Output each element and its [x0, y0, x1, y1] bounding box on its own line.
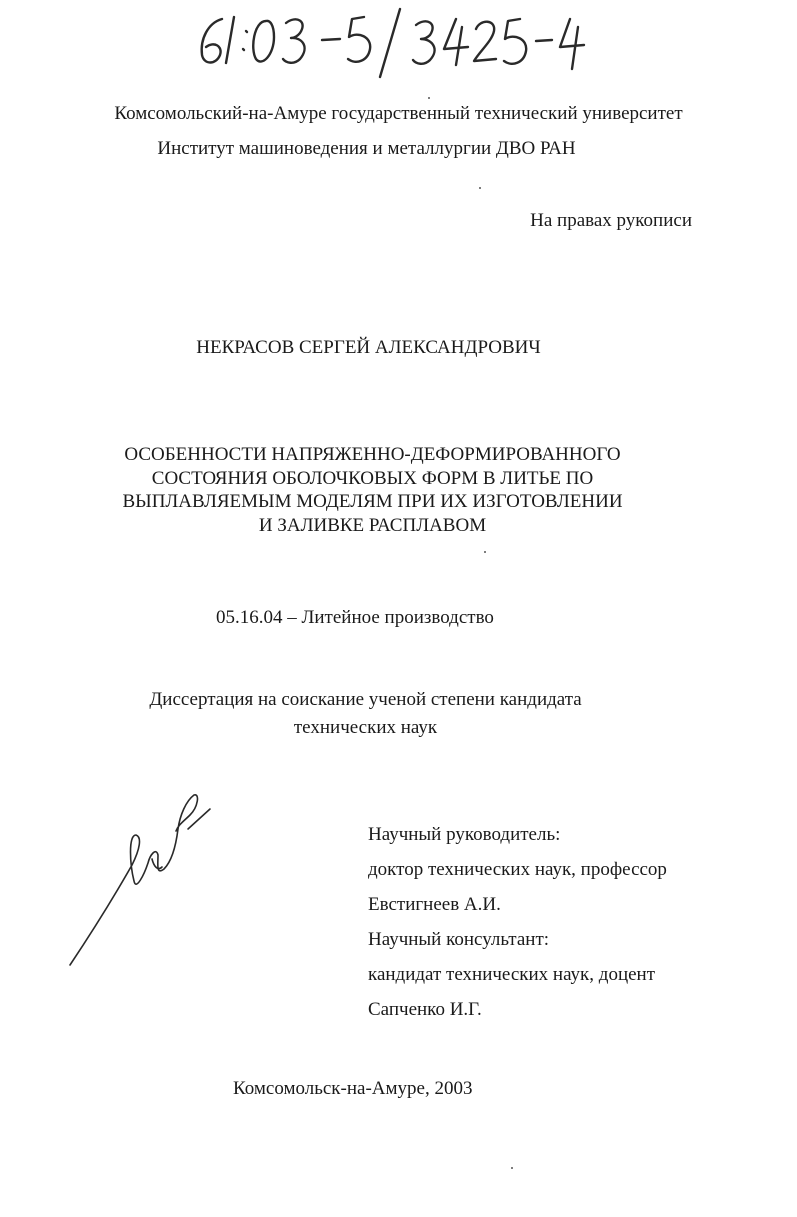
scan-speck [479, 187, 481, 189]
city-year: Комсомольск-на-Амуре, 2003 [233, 1078, 473, 1099]
author-name: НЕКРАСОВ СЕРГЕЙ АЛЕКСАНДРОВИЧ [196, 337, 541, 358]
scan-speck [484, 551, 486, 553]
handwritten-archive-code [150, 5, 590, 80]
scan-speck [428, 97, 430, 99]
consultant-name: Сапченко И.Г. [368, 999, 482, 1020]
title-line: ОСОБЕННОСТИ НАПРЯЖЕННО-ДЕФОРМИРОВАННОГО [124, 444, 621, 465]
manuscript-rights-note: На правах рукописи [530, 210, 692, 231]
scan-speck [511, 1167, 513, 1169]
handwritten-signature [60, 785, 220, 975]
advisor-degree: доктор технических наук, профессор [368, 859, 667, 880]
title-line: ВЫПЛАВЛЯЕМЫМ МОДЕЛЯМ ПРИ ИХ ИЗГОТОВЛЕНИИ [122, 491, 623, 512]
advisor-label: Научный руководитель: [368, 824, 561, 845]
university-name: Комсомольский-на-Амуре государственный технический университет [114, 103, 683, 124]
degree-line: технических наук [293, 717, 438, 738]
consultant-degree: кандидат технических наук, доцент [368, 964, 656, 985]
consultant-label: Научный консультант: [368, 929, 550, 950]
dissertation-title [60, 443, 685, 537]
specialty-code: 05.16.04 – Литейное производство [216, 607, 494, 628]
degree-statement [0, 689, 764, 739]
supervisors-block [368, 817, 667, 1027]
degree-line: Диссертация на соискание ученой степени кандидата [149, 689, 582, 710]
advisor-name: Евстигнеев А.И. [368, 894, 501, 915]
title-line: И ЗАЛИВКЕ РАСПЛАВОМ [258, 514, 487, 536]
title-line: СОСТОЯНИЯ ОБОЛОЧКОВЫХ ФОРМ В ЛИТЬЕ ПО [151, 467, 594, 489]
institute-name: Институт машиноведения и металлургии ДВО РАН [157, 138, 576, 159]
